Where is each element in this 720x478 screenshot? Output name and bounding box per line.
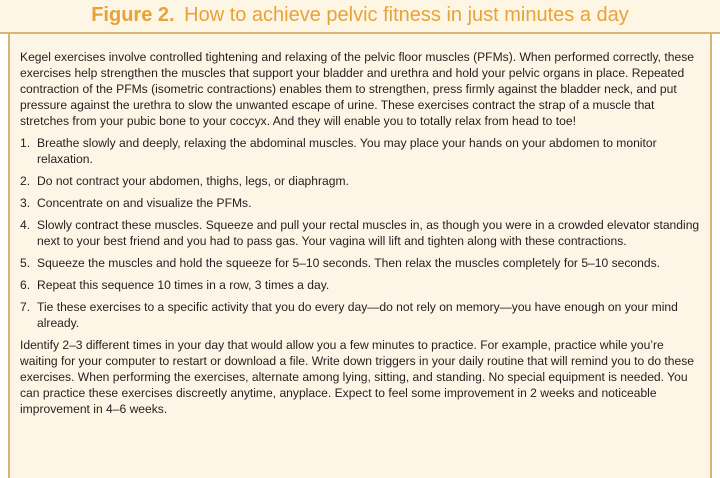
figure-label: Figure 2. xyxy=(91,4,175,26)
step-text: Repeat this sequence 10 times in a row, 3 times a day. xyxy=(37,278,330,292)
step-number: 6. xyxy=(20,278,31,292)
step-item xyxy=(20,255,700,271)
step-number: 7. xyxy=(20,300,31,314)
step-text: Do not contract your abdomen, thighs, legs, or diaphragm. xyxy=(37,174,349,188)
intro-paragraph: Kegel exercises involve controlled tightening and relaxing of the pelvic floor muscles (PFMs). When performed correctly, these exercises help strengthen the muscles that support your bladder and urethra and hold your pelvic organs in place. Repeated contraction of the PFMs (isometric contractions) enables them to strengthen, press firmly against the bladder neck, and put pressure against the urethra to slow the unwanted escape of urine. These exercises contract the strap of a muscle that stretches from your pubic bone to your coccyx. And they will enable you to totally relax from head to toe! xyxy=(20,50,694,128)
step-item xyxy=(20,135,700,167)
step-item xyxy=(20,299,700,331)
step-item xyxy=(20,217,700,249)
step-text: Breathe slowly and deeply, relaxing the abdominal muscles. You may place your hands on your abdomen to monitor relaxation. xyxy=(37,136,657,166)
step-number: 1. xyxy=(20,136,31,150)
step-text: Slowly contract these muscles. Squeeze and pull your rectal muscles in, as though you were in a crowded elevator standing next to your best friend and you had to pass gas. Your vagina will lift and tighten along with these contractions. xyxy=(37,218,700,248)
outro-paragraph: Identify 2–3 different times in your day that would allow you a few minutes to practice. For example, practice while you’re waiting for your computer to restart or download a file. Write down triggers in your daily routine that will remind you to do these exercises. When performing the exercises, alternate among lying, sitting, and standing. No special equipment is needed. You can practice these exercises discreetly anytime, anyplace. Expect to feel some improvement in 2 weeks and noticeable improvement in 4–6 weeks. xyxy=(20,338,694,416)
step-number: 3. xyxy=(20,196,31,210)
step-number: 5. xyxy=(20,256,31,270)
content-panel xyxy=(8,34,712,478)
figure-title: How to achieve pelvic fitness in just minutes a day xyxy=(184,4,629,26)
step-text: Squeeze the muscles and hold the squeeze for 5–10 seconds. Then relax the muscles completely for 5–10 seconds. xyxy=(37,256,660,270)
step-item xyxy=(20,277,700,293)
step-item xyxy=(20,173,700,189)
step-item xyxy=(20,195,700,211)
step-text: Tie these exercises to a specific activity that you do every day—do not rely on memory—you have enough on your mind already. xyxy=(37,300,678,330)
steps-list xyxy=(20,135,700,331)
figure-header xyxy=(0,0,720,34)
step-number: 4. xyxy=(20,218,31,232)
step-text: Concentrate on and visualize the PFMs. xyxy=(37,196,252,210)
step-number: 2. xyxy=(20,174,31,188)
